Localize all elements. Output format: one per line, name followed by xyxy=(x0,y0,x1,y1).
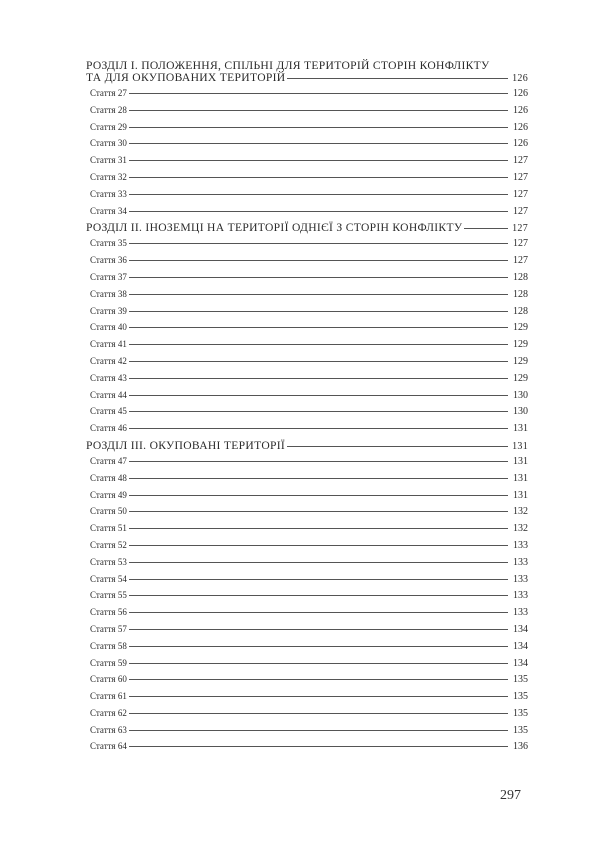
dot-leader xyxy=(129,143,508,144)
dot-leader xyxy=(287,78,508,79)
toc-entry xyxy=(86,373,528,390)
dot-leader xyxy=(464,228,508,229)
section-title-row xyxy=(86,440,528,456)
entry-label: Стаття 42 xyxy=(90,355,127,366)
dot-leader xyxy=(129,344,508,345)
toc-entry xyxy=(86,540,528,557)
entry-page-number: 135 xyxy=(513,674,528,686)
entry-label: Стаття 39 xyxy=(90,305,127,316)
dot-leader xyxy=(129,110,508,111)
section-page-number: 126 xyxy=(512,73,528,84)
toc-entry xyxy=(86,725,528,742)
toc-entry xyxy=(86,238,528,255)
toc-entry xyxy=(86,658,528,675)
entry-page-number: 127 xyxy=(513,238,528,250)
entry-label: Стаття 64 xyxy=(90,741,127,752)
toc-entry xyxy=(86,506,528,523)
toc-entry xyxy=(86,473,528,490)
toc-entry xyxy=(86,607,528,624)
toc-entry xyxy=(86,641,528,658)
entry-page-number: 134 xyxy=(513,640,528,652)
entry-label: Стаття 36 xyxy=(90,255,127,266)
entry-page-number: 131 xyxy=(513,472,528,484)
toc-entry xyxy=(86,155,528,172)
toc-entry xyxy=(86,289,528,306)
entry-label: Стаття 38 xyxy=(90,288,127,299)
entry-page-number: 127 xyxy=(513,171,528,183)
entry-page-number: 133 xyxy=(513,607,528,619)
entry-page-number: 127 xyxy=(513,188,528,200)
dot-leader xyxy=(129,663,508,664)
toc-entry xyxy=(86,255,528,272)
entry-page-number: 133 xyxy=(513,539,528,551)
entry-page-number: 133 xyxy=(513,556,528,568)
toc-entry xyxy=(86,172,528,189)
dot-leader xyxy=(129,177,508,178)
dot-leader xyxy=(129,311,508,312)
entry-page-number: 129 xyxy=(513,339,528,351)
entry-label: Стаття 60 xyxy=(90,674,127,685)
toc-entry xyxy=(86,356,528,373)
dot-leader xyxy=(129,746,508,747)
dot-leader xyxy=(287,446,508,447)
entry-page-number: 135 xyxy=(513,691,528,703)
entry-page-number: 128 xyxy=(513,271,528,283)
toc-entry xyxy=(86,557,528,574)
dot-leader xyxy=(129,612,508,613)
entry-page-number: 135 xyxy=(513,724,528,736)
dot-leader xyxy=(129,211,508,212)
entry-label: Стаття 34 xyxy=(90,205,127,216)
section-page-number: 131 xyxy=(512,440,528,452)
entry-page-number: 126 xyxy=(513,88,528,99)
dot-leader xyxy=(129,461,508,462)
page-number: 297 xyxy=(500,788,521,803)
entry-page-number: 127 xyxy=(513,255,528,267)
toc-entry xyxy=(86,406,528,423)
entry-label: Стаття 52 xyxy=(90,539,127,550)
dot-leader xyxy=(129,378,508,379)
section-title: РОЗДІЛ ІІ. ІНОЗЕМЦІ НА ТЕРИТОРІЇ ОДНІЄЇ З СТОРІН КОНФЛІКТУ xyxy=(86,221,463,235)
entry-label: Стаття 51 xyxy=(90,523,127,534)
entry-page-number: 129 xyxy=(513,372,528,384)
entry-label: Стаття 57 xyxy=(90,623,127,634)
toc-entry xyxy=(86,423,528,440)
entry-label: Стаття 40 xyxy=(90,322,127,333)
entry-label: Стаття 59 xyxy=(90,657,127,668)
entry-label: Стаття 50 xyxy=(90,506,127,517)
toc-entry xyxy=(86,691,528,708)
toc-entry xyxy=(86,206,528,223)
toc-entry xyxy=(86,339,528,356)
dot-leader xyxy=(129,646,508,647)
entry-label: Стаття 45 xyxy=(90,406,127,417)
dot-leader xyxy=(129,562,508,563)
entry-page-number: 133 xyxy=(513,573,528,585)
entry-label: Стаття 32 xyxy=(90,171,127,182)
toc-entry xyxy=(86,456,528,473)
dot-leader xyxy=(129,696,508,697)
entry-page-number: 130 xyxy=(513,389,528,401)
section-title-line2: ТА ДЛЯ ОКУПОВАНИХ ТЕРИТОРІЙ xyxy=(86,71,286,84)
entry-page-number: 136 xyxy=(513,741,528,753)
entry-label: Стаття 55 xyxy=(90,590,127,601)
entry-page-number: 131 xyxy=(513,489,528,501)
entry-label: Стаття 49 xyxy=(90,489,127,500)
entry-page-number: 126 xyxy=(513,121,528,133)
dot-leader xyxy=(129,294,508,295)
dot-leader xyxy=(129,411,508,412)
entry-page-number: 126 xyxy=(513,104,528,116)
table-of-contents xyxy=(86,58,528,758)
entry-label: Стаття 37 xyxy=(90,271,127,282)
dot-leader xyxy=(129,93,508,94)
entry-label: Стаття 46 xyxy=(90,423,127,434)
dot-leader xyxy=(129,327,508,328)
entry-page-number: 132 xyxy=(513,506,528,518)
entry-page-number: 126 xyxy=(513,138,528,150)
entry-page-number: 130 xyxy=(513,406,528,418)
dot-leader xyxy=(129,713,508,714)
toc-entry xyxy=(86,306,528,323)
entry-label: Стаття 54 xyxy=(90,573,127,584)
toc-entry xyxy=(86,741,528,758)
toc-entry xyxy=(86,708,528,725)
toc-entry xyxy=(86,390,528,407)
dot-leader xyxy=(129,194,508,195)
toc-entry xyxy=(86,590,528,607)
entry-page-number: 135 xyxy=(513,707,528,719)
toc-entry xyxy=(86,88,528,105)
dot-leader xyxy=(129,127,508,128)
dot-leader xyxy=(129,595,508,596)
dot-leader xyxy=(129,545,508,546)
entry-page-number: 134 xyxy=(513,623,528,635)
entry-page-number: 127 xyxy=(513,155,528,167)
entry-label: Стаття 30 xyxy=(90,138,127,149)
entry-label: Стаття 53 xyxy=(90,556,127,567)
entry-page-number: 134 xyxy=(513,657,528,669)
toc-entry xyxy=(86,272,528,289)
toc-entry xyxy=(86,105,528,122)
section-page-number: 127 xyxy=(512,223,528,235)
entry-page-number: 132 xyxy=(513,523,528,535)
section-title: РОЗДІЛ ІІІ. ОКУПОВАНІ ТЕРИТОРІЇ xyxy=(86,438,286,452)
toc-entry xyxy=(86,322,528,339)
dot-leader xyxy=(129,579,508,580)
toc-entry xyxy=(86,674,528,691)
dot-leader xyxy=(129,277,508,278)
dot-leader xyxy=(129,478,508,479)
entry-label: Стаття 47 xyxy=(90,455,127,466)
dot-leader xyxy=(129,528,508,529)
dot-leader xyxy=(129,730,508,731)
entry-page-number: 128 xyxy=(513,288,528,300)
entry-label: Стаття 31 xyxy=(90,155,127,166)
section-title-row xyxy=(86,72,528,88)
toc-section-2 xyxy=(86,222,528,440)
dot-leader xyxy=(129,511,508,512)
toc-entry xyxy=(86,624,528,641)
toc-entry xyxy=(86,122,528,139)
entry-label: Стаття 48 xyxy=(90,472,127,483)
toc-entry xyxy=(86,189,528,206)
section-title-row xyxy=(86,222,528,238)
dot-leader xyxy=(129,495,508,496)
entry-label: Стаття 29 xyxy=(90,121,127,132)
dot-leader xyxy=(129,361,508,362)
toc-entry xyxy=(86,490,528,507)
entry-label: Стаття 35 xyxy=(90,238,127,249)
entry-label: Стаття 44 xyxy=(90,389,127,400)
entry-label: Стаття 63 xyxy=(90,724,127,735)
dot-leader xyxy=(129,260,508,261)
section-title-line1: РОЗДІЛ І. ПОЛОЖЕННЯ, СПІЛЬНІ ДЛЯ ТЕРИТОРІЙ СТОРІН КОНФЛІКТУ xyxy=(86,59,490,72)
entry-page-number: 128 xyxy=(513,305,528,317)
dot-leader xyxy=(129,679,508,680)
toc-section-1 xyxy=(86,60,528,222)
dot-leader xyxy=(129,243,508,244)
dot-leader xyxy=(129,395,508,396)
entry-label: Стаття 56 xyxy=(90,607,127,618)
entry-page-number: 131 xyxy=(513,423,528,435)
entry-label: Стаття 27 xyxy=(90,88,127,98)
dot-leader xyxy=(129,629,508,630)
toc-entry xyxy=(86,523,528,540)
toc-section-3 xyxy=(86,440,528,758)
entry-page-number: 131 xyxy=(513,455,528,467)
entry-label: Стаття 28 xyxy=(90,104,127,115)
entry-label: Стаття 43 xyxy=(90,372,127,383)
dot-leader xyxy=(129,160,508,161)
dot-leader xyxy=(129,428,508,429)
entry-label: Стаття 61 xyxy=(90,691,127,702)
entry-page-number: 133 xyxy=(513,590,528,602)
toc-entry xyxy=(86,138,528,155)
entry-page-number: 129 xyxy=(513,322,528,334)
entry-label: Стаття 33 xyxy=(90,188,127,199)
entry-page-number: 129 xyxy=(513,355,528,367)
entry-label: Стаття 41 xyxy=(90,339,127,350)
entry-label: Стаття 58 xyxy=(90,640,127,651)
entry-label: Стаття 62 xyxy=(90,707,127,718)
toc-entry xyxy=(86,574,528,591)
entry-page-number: 127 xyxy=(513,205,528,217)
